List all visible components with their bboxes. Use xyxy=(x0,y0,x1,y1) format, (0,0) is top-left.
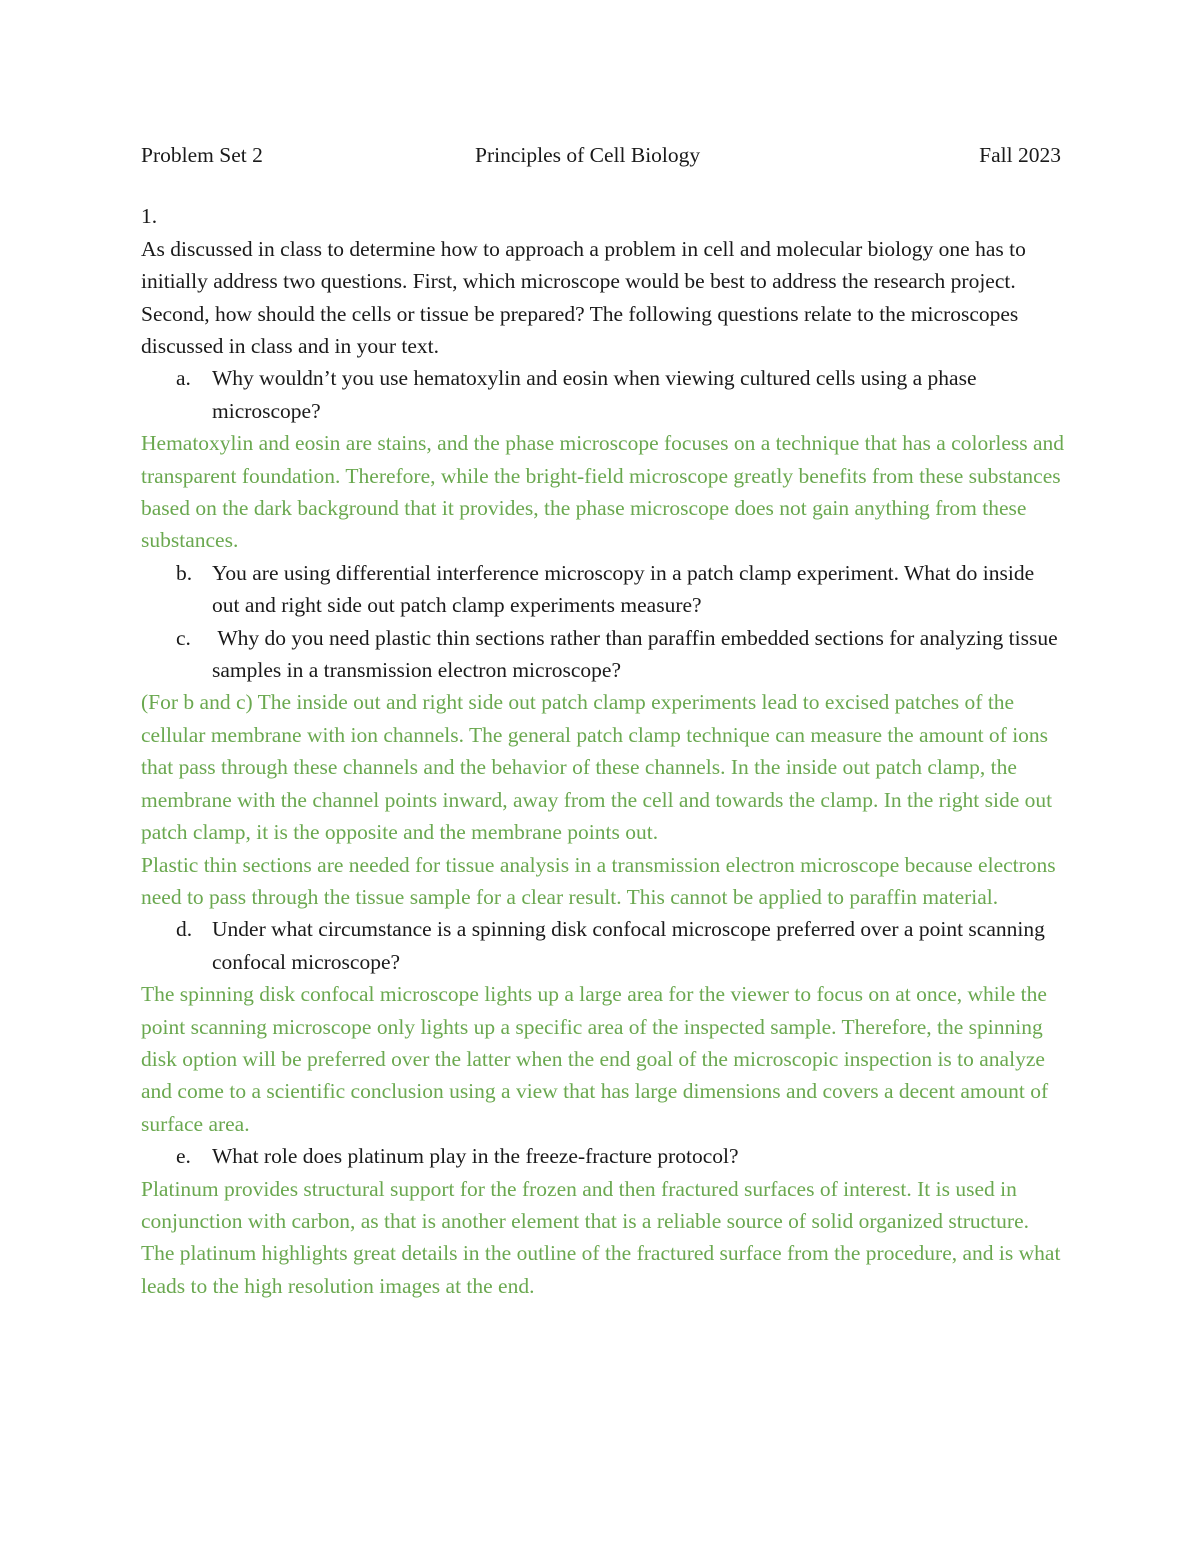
answer-d: The spinning disk confocal microscope lights up a large area for the viewer to focus on at once, while the point scanning microscope only lights up a specific area of the inspected sample. Therefore, the spinning disk option will be preferred over the latter when the end goal of the microscopic inspection is to analyze and come to a scientific conclusion using a view that has large dimensions and covers a decent amount of surface area. xyxy=(141,982,1049,1136)
answer-e: Platinum provides structural support for the frozen and then fractured surfaces of interest. It is used in conjunction with carbon, as that is another element that is a reliable source of solid organized structure. The platinum highlights great details in the outline of the fractured surface from the procedure, and is what leads to the high resolution images at the end. xyxy=(141,1176,1061,1298)
header-problem-set: Problem Set 2 xyxy=(141,143,263,167)
subquestion-text: Why do you need plastic thin sections rather than paraffin embedded sections for analyzing tissue samples in a transmission electron microscope? xyxy=(212,625,1063,683)
subquestion-a xyxy=(141,362,1062,427)
subquestion-e xyxy=(141,1140,1062,1172)
question-intro: As discussed in class to determine how to approach a problem in cell and molecular biology one has to initially address two questions. First, which microscope would be best to address the research project. Second, how should the cells or tissue be prepared? The following questions relate to the microscopes discussed in class and in your text. xyxy=(141,236,1026,359)
subquestion-d xyxy=(141,913,1062,978)
subquestion-letter: a. xyxy=(176,366,191,391)
subquestion-c xyxy=(141,622,1062,687)
question-number: 1. xyxy=(141,204,158,229)
subquestion-letter: b. xyxy=(176,560,193,585)
header-course-title: Principles of Cell Biology xyxy=(475,143,701,167)
answer-bc-patch-clamp: (For b and c) The inside out and right side out patch clamp experiments lead to excised patches of the cellular membrane with ion channels. The general patch clamp technique can measure the amount of ions that pass through these channels and the behavior of these channels. In the inside out patch clamp, the membrane with the channel points inward, away from the cell and towards the clamp. In the right side out patch clamp, it is the opposite and the membrane points out. xyxy=(141,690,1053,845)
header-term: Fall 2023 xyxy=(979,143,1061,167)
subquestion-text: You are using differential interference microscopy in a patch clamp experiment. What do inside out and right side out patch clamp experiments measure? xyxy=(212,560,1035,618)
subquestion-letter: d. xyxy=(176,917,193,942)
answer-bc-plastic-sections: Plastic thin sections are needed for tissue analysis in a transmission electron microscope because electrons need to pass through the tissue sample for a clear result. This cannot be applied to paraffin material. xyxy=(141,852,1056,909)
subquestion-text: What role does platinum play in the freeze-fracture protocol? xyxy=(212,1144,739,1169)
page-header xyxy=(141,139,1061,171)
subquestion-b xyxy=(141,557,1062,622)
subquestion-letter: e. xyxy=(176,1144,191,1169)
subquestion-text: Under what circumstance is a spinning disk confocal microscope preferred over a point scanning confocal microscope? xyxy=(212,917,1045,974)
subquestion-text: Why wouldn’t you use hematoxylin and eosin when viewing cultured cells using a phase microscope? xyxy=(212,366,977,423)
answer-a: Hematoxylin and eosin are stains, and the phase microscope focuses on a technique that has a colorless and transparent foundation. Therefore, while the bright-field microscope greatly benefits from these substances based on the dark background that it provides, the phase microscope does not gain anything from these substances. xyxy=(141,431,1065,553)
subquestion-letter: c. xyxy=(176,625,191,650)
document-page xyxy=(141,139,1065,1302)
